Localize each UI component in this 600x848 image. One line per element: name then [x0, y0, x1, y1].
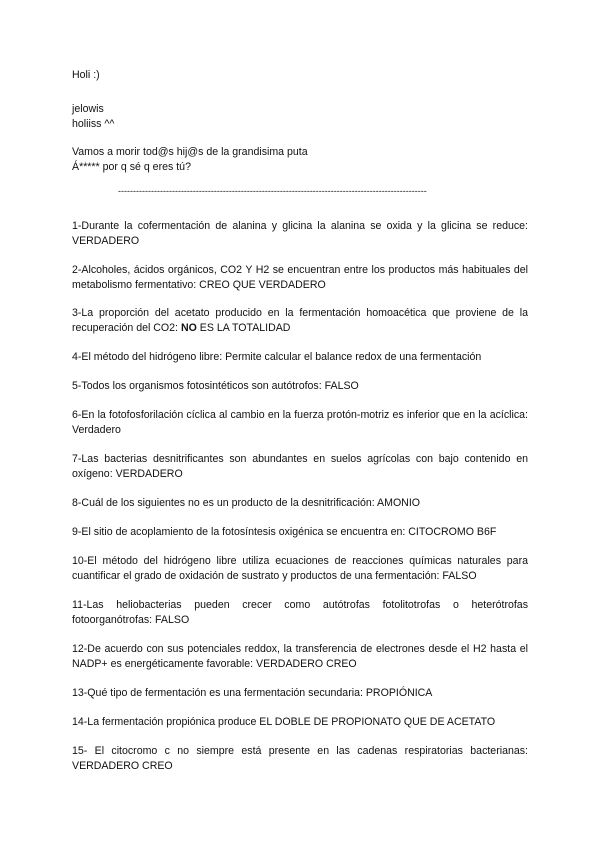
- question-text: 3-La proporción del acetato producido en la fermentación homoacética que proviene de la recuperación del CO2:: [72, 307, 528, 334]
- question-item: 11-Las heliobacterias pueden crecer como autótrofas fotolitotrofas o heterótrofas fotoorganótrofas: FALSO: [72, 599, 528, 626]
- question-item: 14-La fermentación propiónica produce EL DOBLE DE PROPIONATO QUE DE ACETATO: [72, 716, 496, 728]
- intro-block: [72, 68, 528, 83]
- question-item: 15- El citocromo c no siempre está presente en las cadenas respiratorias bacterianas: VERDADERO CREO: [72, 745, 528, 772]
- emphasis-text: NO: [180, 321, 197, 334]
- intro-block: [72, 102, 528, 131]
- intro-line: Vamos a morir tod@s hij@s de la grandisima puta: [72, 146, 308, 158]
- intro-line: holiiss ^^: [72, 117, 115, 130]
- question-item: 7-Las bacterias desnitrificantes son abundantes en suelos agrícolas con bajo contenido en oxígeno: VERDADERO: [72, 453, 528, 480]
- question-item: 2-Alcoholes, ácidos orgánicos, CO2 Y H2 se encuentran entre los productos más habituales del metabolismo fermentativo: CREO QUE VERDADERO: [72, 264, 528, 291]
- intro-line: jelowis: [72, 103, 104, 115]
- intro-line: Á***** por q sé q eres tú?: [72, 160, 191, 173]
- intro-block: [72, 145, 528, 174]
- separator-line: -------------------------------------------------------------------------------------------------------: [118, 186, 427, 196]
- question-text: ES LA TOTALIDAD: [196, 321, 291, 334]
- intro-line: Holi :): [72, 69, 100, 81]
- question-item: 4-El método del hidrógeno libre: Permite calcular el balance redox de una fermentación: [72, 351, 482, 363]
- question-item: 9-El sitio de acoplamiento de la fotosíntesis oxigénica se encuentra en: CITOCROMO B6F: [72, 526, 497, 538]
- question-item: 6-En la fotofosforilación cíclica al cambio en la fuerza protón-motriz es inferior que en la acíclica: Verdadero: [72, 409, 528, 436]
- question-item: 12-De acuerdo con sus potenciales reddox, la transferencia de electrones desde el H2 hasta el NADP+ es energéticamente favorable: VERDADERO CREO: [72, 643, 528, 670]
- question-item: 10-El método del hidrógeno libre utiliza ecuaciones de reacciones químicas naturales para cuantificar el grado de oxidación de sustrato y productos de una fermentación: FALSO: [72, 555, 528, 582]
- question-item: 5-Todos los organismos fotosintéticos son autótrofos: FALSO: [72, 380, 359, 392]
- question-item: 13-Qué tipo de fermentación es una fermentación secundaria: PROPIÓNICA: [72, 687, 433, 699]
- question-item: [72, 306, 528, 335]
- question-item: 8-Cuál de los siguientes no es un producto de la desnitrificación: AMONIO: [72, 497, 421, 509]
- question-item: 1-Durante la cofermentación de alanina y glicina la alanina se oxida y la glicina se reduce: VERDADERO: [72, 220, 528, 247]
